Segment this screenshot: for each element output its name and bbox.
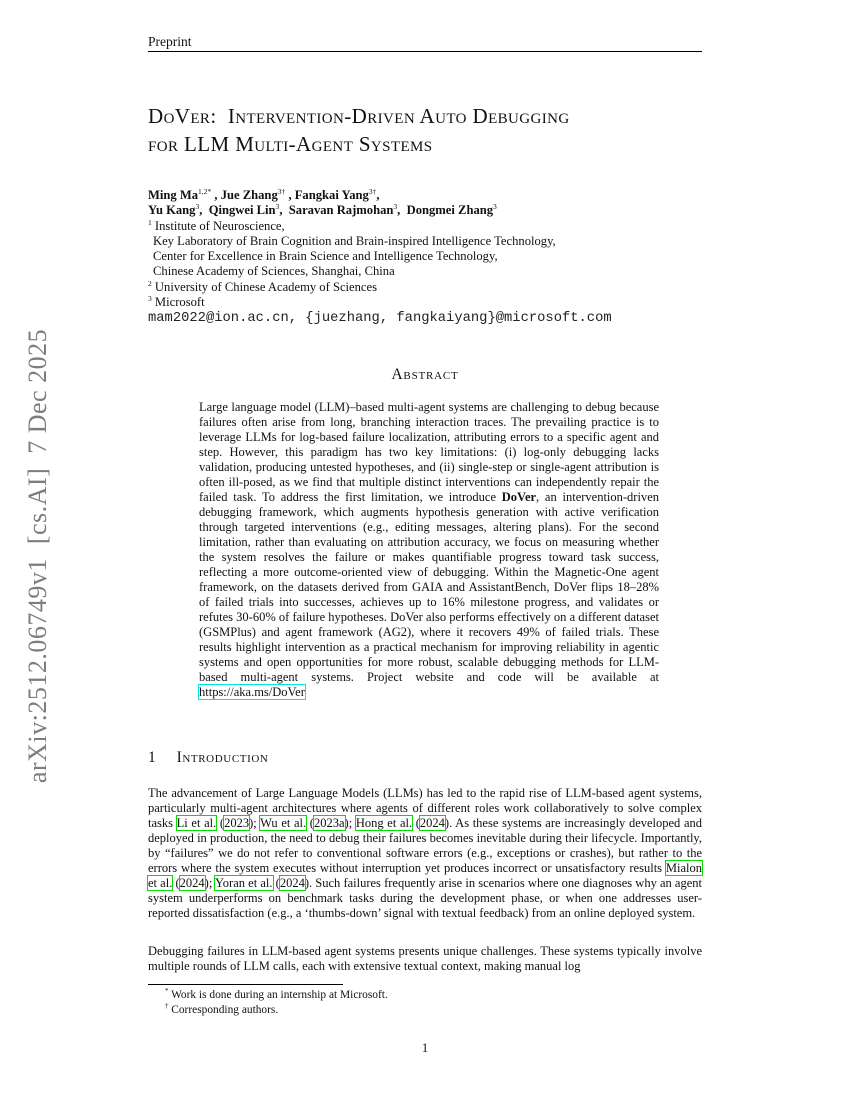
author-names-line2 <box>148 203 708 218</box>
section-heading-introduction <box>148 749 268 767</box>
bold-text: Yu Kang <box>148 203 196 218</box>
paper-title <box>148 103 570 158</box>
author-names-line1 <box>148 188 708 203</box>
abstract-heading: Abstract <box>391 366 459 383</box>
preprint-label: Preprint <box>148 34 192 49</box>
author-block <box>148 188 708 327</box>
footnotes <box>148 988 702 1017</box>
citation-link[interactable]: 2024 <box>179 876 205 890</box>
superscript: 3† <box>368 186 377 196</box>
footnote-corresponding: † Corresponding authors. <box>165 1002 279 1016</box>
superscript: 3 <box>393 202 398 212</box>
bold-text: DoVer <box>501 490 537 504</box>
citation-link[interactable]: 2024 <box>279 876 305 890</box>
footnote-rule <box>148 984 343 985</box>
abstract-text: Large language model (LLM)–based multi-agent systems are challenging to debug because failures often arise from long, branching interaction traces. The prevailing practice is to leverage LLMs for log-based failure localization, attributing errors to a specific agent and step. However, this paradigm has two key limitations: (i) log-only debugging lacks validation, producing untested hypotheses, and (ii) single-step or single-agent attribution is often ill-posed, as we find that multiple distinct interventions can independently repair the failed task. To address the first limitation, we introduce DoVer, an intervention-driven debugging framework, which augments hypothesis generation with active verification through targeted interventions (e.g., editing messages, altering plans). For the second limitation, rather than evaluating on attribution accuracy, we focus on measuring whether the system resolves the failure or makes quantifiable progress toward task success, reflecting a more outcome-oriented view of debugging. Within the Magnetic-One agent framework, on the datasets derived from GAIA and AssistantBench, DoVer flips 18–28% of failed trials into successes, achieves up to 16% milestone progress, and validates or refutes 30-60% of failure hypotheses. DoVer also performs effectively on a different dataset (GSMPlus) and agent framework (AG2), where it recovers 49% of failed trials. These results highlight intervention as a practical mechanism for improving reliability in agentic systems and open opportunities for more robust, scalable debugging methods for LLM-based multi-agent systems. Project website and code will be available at https://aka.ms/DoVer <box>199 400 659 699</box>
affiliation-line-6: $^3$ Microsoft <box>148 293 205 310</box>
superscript: 3 <box>148 293 152 303</box>
citation-link[interactable]: Hong et al. <box>355 816 413 830</box>
superscript: 1,2* <box>198 186 212 196</box>
citation-link[interactable]: 2024 <box>419 816 445 830</box>
bold-text: , <box>376 188 380 202</box>
bold-text: , Fangkai Yang <box>285 188 369 202</box>
superscript: * <box>165 988 169 996</box>
superscript: 1 <box>148 217 152 227</box>
superscript: † <box>165 1002 169 1010</box>
citation-link[interactable]: Yoran et al. <box>215 876 273 890</box>
section-title: Introduction <box>176 749 269 766</box>
citation-link[interactable]: 2023 <box>224 816 250 830</box>
citation-link[interactable]: 2023a <box>313 816 345 830</box>
bold-text: , Dongmei Zhang <box>397 203 494 218</box>
project-url-link[interactable]: https://aka.ms/DoVer <box>199 685 305 699</box>
bold-text: Ming Ma <box>148 188 199 202</box>
affiliation-line-3: Center for Excellence in Brain Science and Intelligence Technology, <box>153 249 498 264</box>
affiliation-line-5: $^2$ University of Chinese Academy of Sciences <box>148 278 378 294</box>
paper-title-line2: for LLM Multi-Agent Systems <box>148 131 433 156</box>
superscript: 3 <box>195 202 200 212</box>
paper-title-line1: DoVer: Intervention-Driven Auto Debugging <box>148 104 570 128</box>
header-rule <box>148 51 702 52</box>
affiliation-line-1: $^1$ Institute of Neuroscience, <box>148 217 285 233</box>
citation-link[interactable]: Li et al. <box>176 816 217 830</box>
bold-text: , Saravan Rajmohan <box>279 203 394 218</box>
superscript: 2 <box>148 278 152 288</box>
citation-link[interactable]: Wu et al. <box>260 816 307 830</box>
section-number: 1 <box>148 749 156 766</box>
footnote-internship: * Work is done during an internship at Microsoft. <box>165 988 388 1001</box>
author-emails: mam2022@ion.ac.cn, {juezhang, fangkaiyang}@microsoft.com <box>148 311 612 327</box>
superscript: 3† <box>277 186 286 196</box>
bold-text: , Qingwei Lin <box>199 203 276 218</box>
superscript: 3 <box>275 202 280 212</box>
affiliation-line-4: Chinese Academy of Sciences, Shanghai, China <box>153 264 395 279</box>
arxiv-stamp: arXiv:2512.06749v1 [cs.AI] 7 Dec 2025 <box>23 328 52 784</box>
affiliation-line-2: Key Laboratory of Brain Cognition and Brain-inspired Intelligence Technology, <box>153 233 556 248</box>
superscript: 3 <box>493 202 497 212</box>
page-number: 1 <box>421 1041 429 1055</box>
intro-paragraph-1: The advancement of Large Language Models (LLMs) has led to the rapid rise of LLM-based agent systems, particularly multi-agent architectures where agents of different roles work collaboratively to solve complex tasks Li et al. (2023); Wu et al. (2023a); Hong et al. (2024). As these systems are increasingly developed and deployed in production, the need to debug their failures becomes inevitable during their lifecycle. Importantly, by “failures” we do not refer to conventional software errors (e.g., exceptions or crashes), but rather to the errors where the system executes without interruption yet produces incorrect or unsatisfactory results Mialon et al. (2024); Yoran et al. (2024). Such failures frequently arise in scenarios where one diagnoses why an agent system underperforms on benchmark tasks during the development phase, or when one addresses user-reported dissatisfaction (e.g., a ‘thumbs-down’ signal with textual feedback) from an online deployed system. <box>148 786 703 920</box>
bold-text: , Jue Zhang <box>211 188 278 202</box>
citation-link[interactable]: Mialon et al. <box>148 861 702 890</box>
intro-paragraph-2: Debugging failures in LLM-based agent systems presents unique challenges. These systems typically involve multiple rounds of LLM calls, each with extensive textual context, making manual log <box>148 944 702 973</box>
